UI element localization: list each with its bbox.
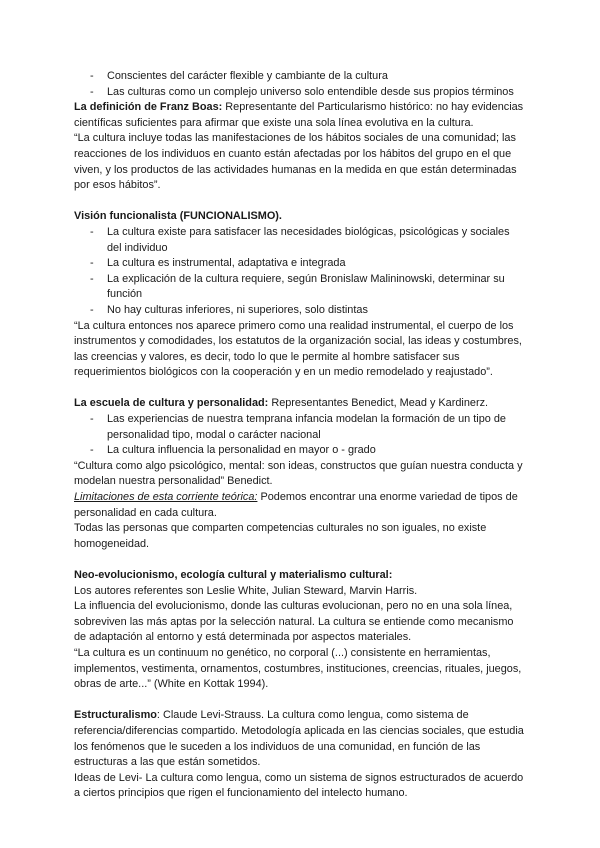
limitaciones-text: Podemos encontrar una enorme variedad de tipos de personalidad en cada cultura. [74,491,518,519]
neo-text: La influencia del evolucionismo, donde las culturas evolucionan, pero no en una sola línea, sobreviven las más aptas por la selección natural. La cultura se entiende como mecanismo de adaptación al entorno y está determinada por aspectos materiales. [74,600,514,644]
personalidad-paragraph [74,396,526,412]
neo-authors: Los autores referentes son Leslie White, Julian Steward, Marvin Harris. [74,584,418,597]
bullet-text: La cultura es instrumental, adaptativa e integrada [107,257,346,270]
funcionalismo-heading: Visión funcionalista (FUNCIONALISMO). [74,210,282,223]
list-item [74,412,526,443]
funcionalismo-quote: “La cultura entonces nos aparece primero como una realidad instrumental, el cuerpo de los instrumentos y comodidades, los estatutos de la organización social, las ideas y costumbres, las creencias y valores, es decir, todo lo que le permite al hombre satisfacer sus requerimientos biológicos con la cooperación y en un medio remodelado y reajustado”. [74,319,522,379]
neo-quote: “La cultura es un continuum no genético, no corporal (...) consistente en herramientas, implementos, vestimenta, ornamentos, costumbres, instituciones, creencias, rituales, juegos, obras de arte...” (White en Kottak 1994). [74,646,522,691]
boas-quote: “La cultura incluye todas las manifestaciones de los hábitos sociales de una comunidad; las reacciones de los individuos en cuanto están afectadas por los hábitos del grupo en el que viven, y los productos de las actividades humanas en la medida en que están determinadas por esos hábitos”. [74,132,517,192]
boas-text: Representante del Particularismo histórico: no hay evidencias científicas suficientes para afirmar que existe una sola línea evolutiva en la cultura. [74,101,524,129]
bullet-dash: - [90,225,94,238]
estructuralismo-paragraph [74,708,526,770]
bullet-text: La cultura influencia la personalidad en mayor o - grado [107,444,376,457]
estructuralismo-ideas: Ideas de Levi- La cultura como lengua, como un sistema de signos estructurados de acuerdo a ciertos principios que rigen el funcionamiento del intelecto humano. [74,771,524,800]
list-item [74,272,526,303]
personalidad-heading: La escuela de cultura y personalidad: [74,397,269,410]
bullet-text: Las experiencias de nuestra temprana infancia modelan la formación de un tipo de personalidad tipo, modal o carácter nacional [107,413,506,441]
personalidad-text: Representantes Benedict, Mead y Kardinerz. [268,397,489,410]
bullet-text: La cultura existe para satisfacer las necesidades biológicas, psicológicas y sociales del individuo [107,225,510,254]
bullet-text: Conscientes del carácter flexible y cambiante de la cultura [107,70,388,82]
neo-heading: Neo-evolucionismo, ecología cultural y materialismo cultural: [74,569,393,581]
bullet-dash: - [90,303,94,316]
bullet-dash: - [90,257,94,270]
estructuralismo-heading: Estructuralismo [74,709,157,722]
bullet-dash: - [90,272,94,285]
bullet-dash: - [90,70,94,82]
list-item [74,69,526,85]
boas-paragraph [74,100,526,131]
bullet-text: La explicación de la cultura requiere, según Bronislaw Malininowski, determinar su función [107,272,505,301]
estructuralismo-text: : Claude Levi-Strauss. La cultura como lengua, como sistema de referencia/diferencias compartido. Metodología aplicada en las ciencias sociales, que estudia los fenómenos que le suceden a los individuos de una comunidad, en función de las estructuras a las que están sometidos. [74,709,524,769]
document-page [74,69,526,802]
personalidad-quote: “Cultura como algo psicológico, mental: son ideas, constructos que guían nuestra conducta y modelan nuestra personalidad” Benedict. [74,459,523,488]
bullet-text: Las culturas como un complejo universo solo entendible desde sus propios términos [107,85,514,98]
bullet-dash: - [90,444,94,457]
list-item [74,85,526,101]
bullet-text: No hay culturas inferiores, ni superiores, solo distintas [107,303,368,316]
list-item [74,256,526,272]
bullet-dash: - [90,85,94,98]
limitaciones-label: Limitaciones de esta corriente teórica: [74,491,258,504]
limitaciones-paragraph [74,490,526,521]
bullet-dash: - [90,413,94,426]
list-item [74,303,526,319]
list-item [74,225,526,256]
boas-heading: La definición de Franz Boas: [74,101,223,114]
list-item [74,443,526,459]
personalidad-closing: Todas las personas que comparten competencias culturales no son iguales, no existe homogeneidad. [74,522,487,550]
